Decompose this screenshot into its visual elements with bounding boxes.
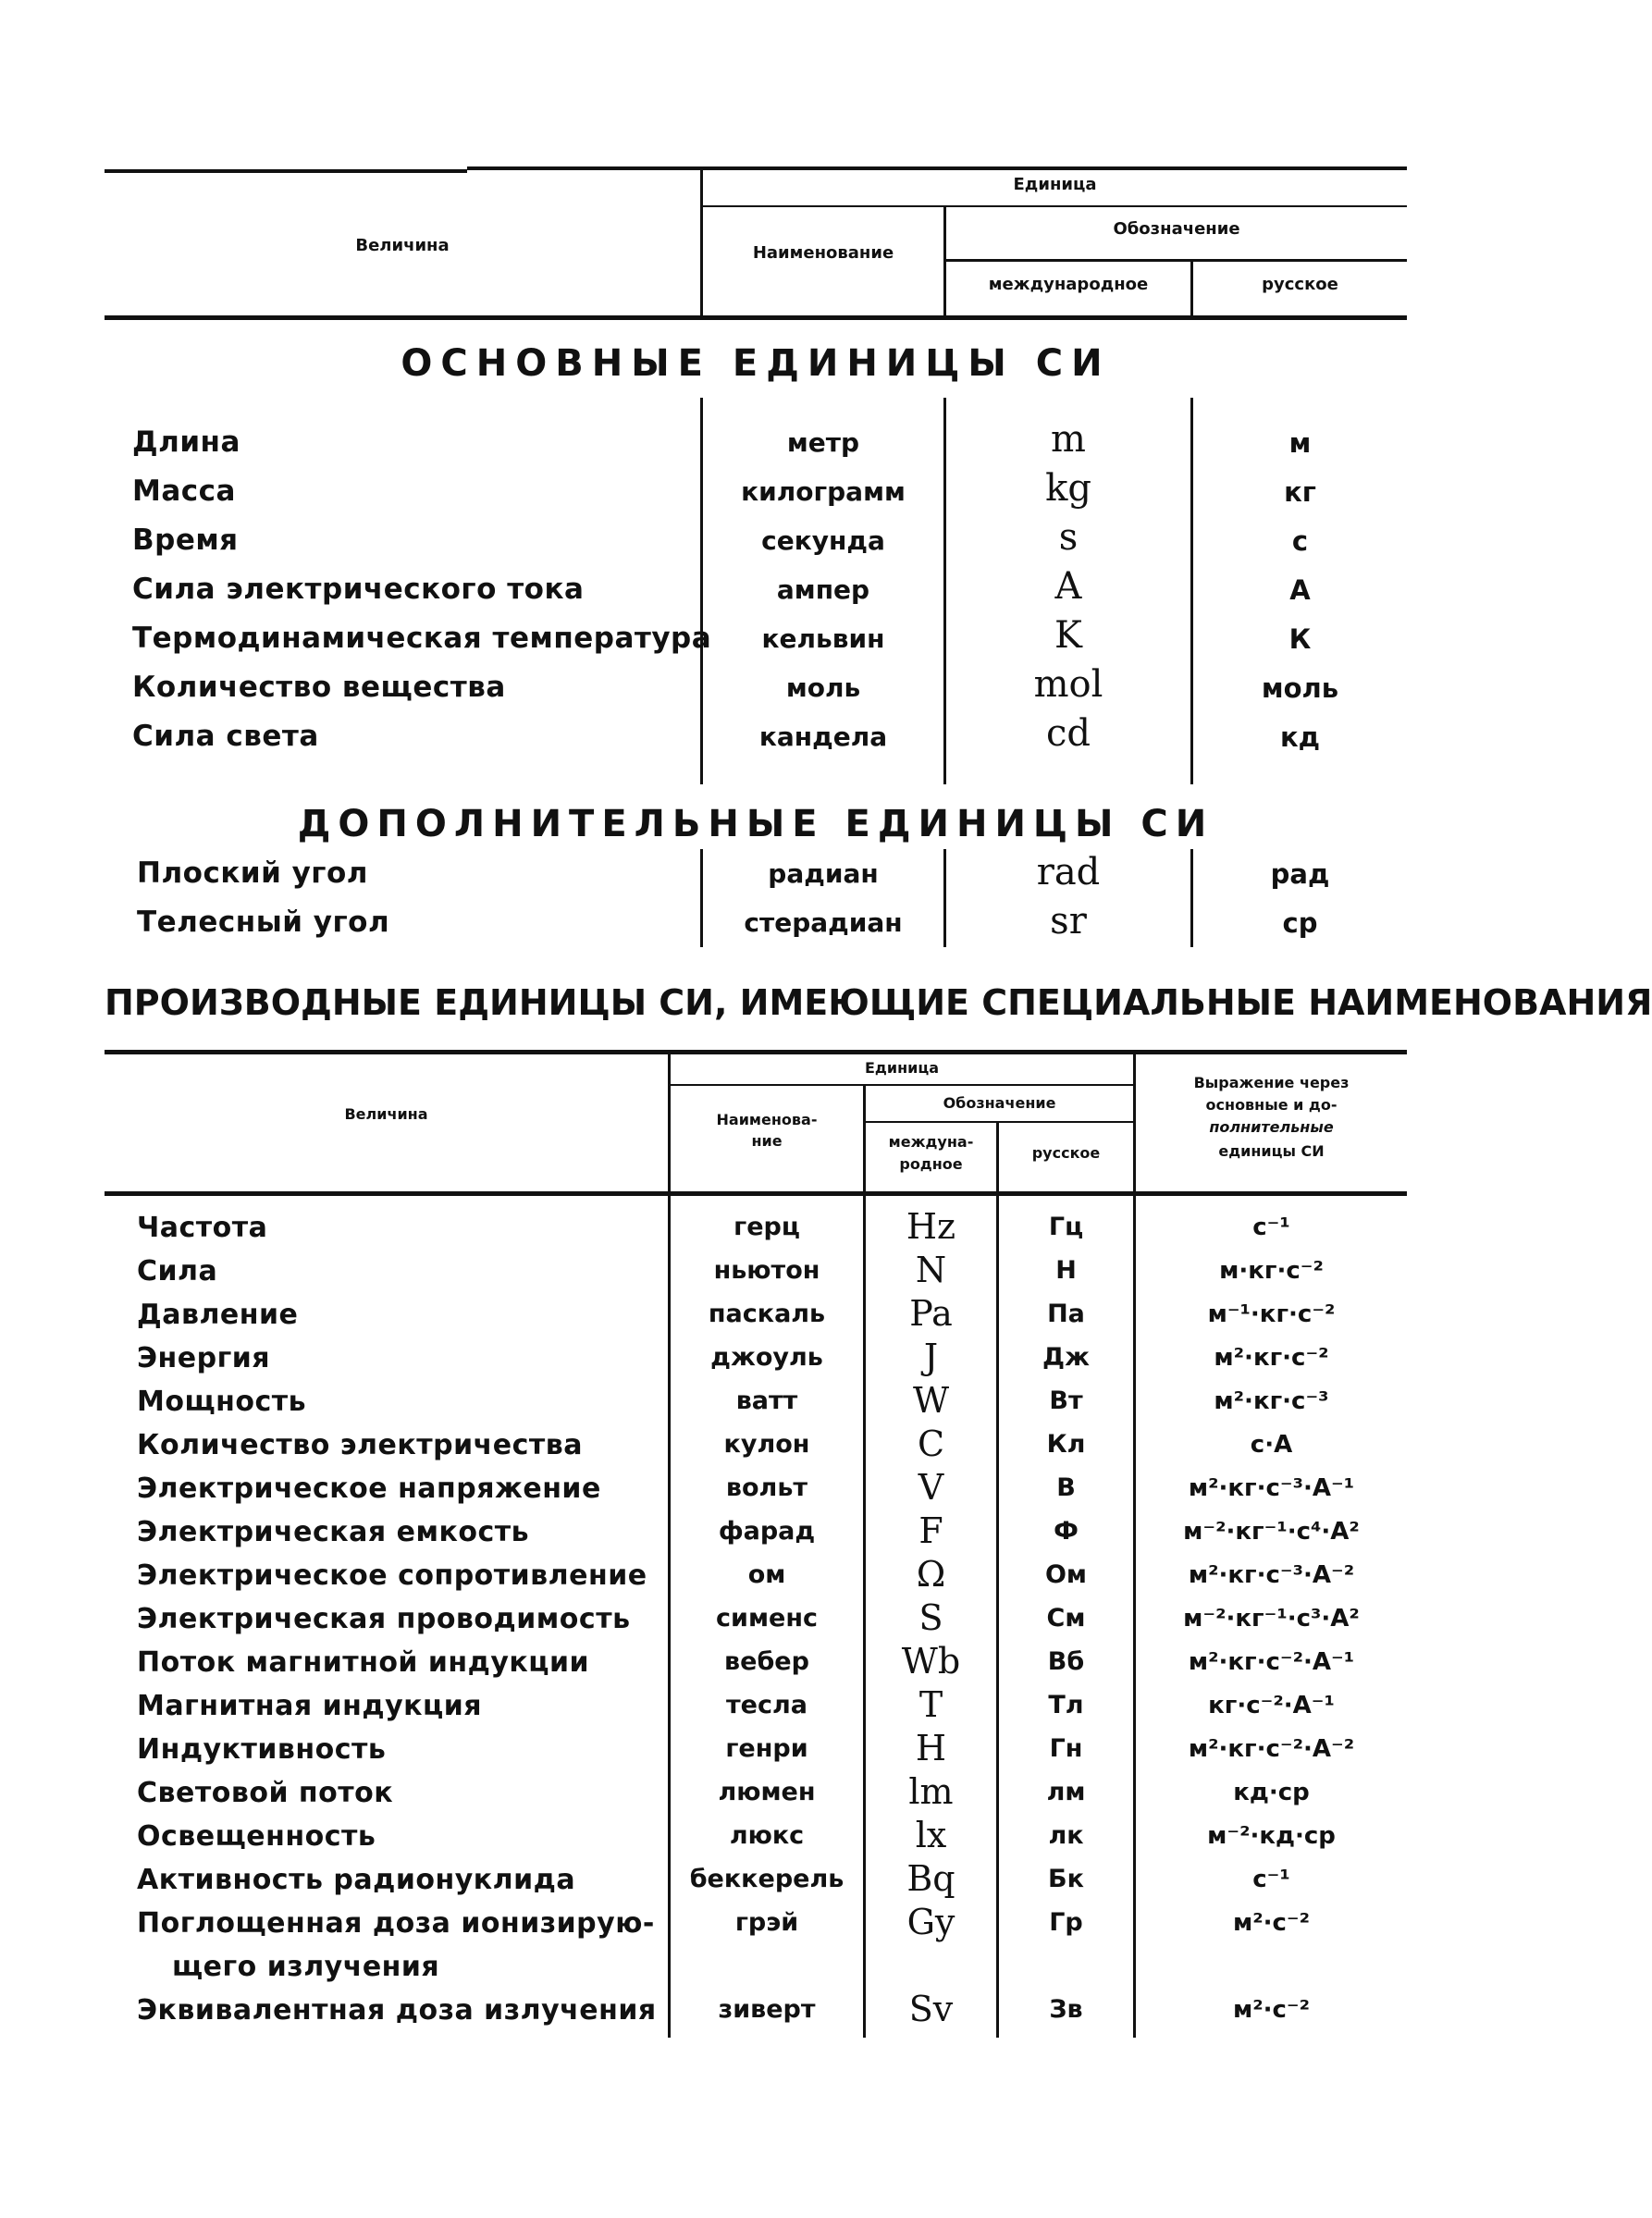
header1-unit: Единица xyxy=(1013,175,1097,194)
russian-symbol: Бк xyxy=(1048,1865,1084,1893)
international-symbol: Ω xyxy=(916,1554,946,1595)
international-symbol: Sv xyxy=(908,1989,954,2029)
international-symbol: V xyxy=(918,1467,944,1508)
russian-symbol: К xyxy=(1288,623,1312,655)
header2-expression-line3: полнительные xyxy=(1209,1118,1334,1136)
header2-unit: Единица xyxy=(865,1059,939,1077)
quantity-name: Количество вещества xyxy=(132,671,506,704)
unit-name: джоуль xyxy=(710,1343,823,1372)
russian-symbol: А xyxy=(1289,574,1311,606)
si-expression: м²·кг·с⁻³·А⁻² xyxy=(1188,1561,1355,1589)
header1-name: Наименование xyxy=(752,243,894,263)
quantity-name: Энергия xyxy=(137,1342,271,1374)
international-symbol: J xyxy=(923,1337,939,1377)
unit-name: тесла xyxy=(726,1691,808,1719)
header1-designation: Обозначение xyxy=(1113,219,1240,239)
international-symbol: Hz xyxy=(906,1206,956,1247)
unit-name: паскаль xyxy=(708,1300,826,1328)
international-symbol: m xyxy=(1051,418,1086,461)
russian-symbol: лм xyxy=(1046,1778,1086,1806)
international-symbol: K xyxy=(1054,614,1082,657)
unit-name: кельвин xyxy=(761,623,885,654)
si-expression: м⁻²·кд·ср xyxy=(1207,1822,1336,1850)
russian-symbol: кд xyxy=(1279,721,1321,753)
russian-symbol: Гц xyxy=(1048,1213,1084,1241)
unit-name: люмен xyxy=(718,1778,816,1806)
russian-symbol: Н xyxy=(1055,1256,1077,1285)
unit-name: зиверт xyxy=(718,1995,816,2024)
header2-designation: Обозначение xyxy=(943,1094,1056,1112)
quantity-name: Магнитная индукция xyxy=(137,1690,482,1722)
international-symbol: mol xyxy=(1033,663,1103,706)
si-expression: м²·кг·с⁻² xyxy=(1214,1344,1329,1372)
international-symbol: S xyxy=(918,1597,943,1638)
international-symbol: kg xyxy=(1045,467,1091,510)
quantity-name: Телесный угол xyxy=(137,906,390,939)
russian-symbol: Вб xyxy=(1047,1647,1085,1676)
table2-header-bottom-rule xyxy=(105,1191,1407,1196)
unit-name: кулон xyxy=(723,1430,810,1459)
international-symbol: Wb xyxy=(901,1641,961,1682)
international-symbol: rad xyxy=(1036,851,1101,893)
russian-symbol: Па xyxy=(1047,1300,1085,1328)
unit-name: вебер xyxy=(724,1647,809,1676)
header2-name-line2: ние xyxy=(751,1132,783,1150)
header1-international: международное xyxy=(988,275,1149,294)
si-expression: кд·ср xyxy=(1233,1779,1310,1806)
quantity-name: Электрическое напряжение xyxy=(137,1473,601,1505)
quantity-name: Частота xyxy=(137,1212,268,1244)
quantity-name: Электрическая проводимость xyxy=(137,1603,631,1635)
quantity-name: Сила xyxy=(137,1255,218,1288)
unit-name: грэй xyxy=(734,1908,799,1937)
si-expression: м²·с⁻² xyxy=(1232,1996,1311,2024)
si-expression: м²·кг·с⁻³ xyxy=(1214,1387,1329,1415)
table1-top-rule-right xyxy=(467,166,1407,170)
quantity-name: Освещенность xyxy=(137,1820,376,1853)
russian-symbol: м xyxy=(1288,427,1312,459)
russian-symbol: моль xyxy=(1261,672,1339,704)
russian-symbol: кг xyxy=(1284,476,1316,508)
section-title-derived: ПРОИЗВОДНЫЕ ЕДИНИЦЫ СИ, ИМЕЮЩИЕ СПЕЦИАЛЬНЫЕ НАИМЕНОВАНИЯ xyxy=(105,982,1652,1023)
table1-top-rule-left xyxy=(105,169,467,173)
quantity-name: Сила света xyxy=(132,720,319,753)
russian-symbol: ср xyxy=(1282,907,1318,939)
international-symbol: C xyxy=(917,1423,945,1464)
unit-name: кандела xyxy=(758,721,888,752)
international-symbol: W xyxy=(912,1380,950,1421)
russian-symbol: Дж xyxy=(1042,1343,1090,1372)
international-symbol: Pa xyxy=(909,1293,953,1334)
header2-intl-line1: междуна- xyxy=(888,1133,974,1151)
russian-symbol: См xyxy=(1046,1604,1086,1633)
russian-symbol: с xyxy=(1291,525,1309,557)
quantity-name: Давление xyxy=(137,1299,299,1331)
header1-unit-rule xyxy=(703,205,1407,207)
russian-symbol: Гр xyxy=(1049,1908,1083,1937)
quantity-name: Поток магнитной индукции xyxy=(137,1646,590,1679)
russian-symbol: Ф xyxy=(1054,1517,1079,1546)
unit-name: сименс xyxy=(716,1604,818,1633)
table2-top-rule xyxy=(105,1050,1407,1054)
quantity-name: Активность радионуклида xyxy=(137,1864,576,1896)
quantity-name: Световой поток xyxy=(137,1777,394,1809)
header2-name-line1: Наименова- xyxy=(716,1111,818,1128)
quantity-name: Электрическое сопротивление xyxy=(137,1559,647,1592)
unit-name: моль xyxy=(785,672,861,703)
unit-name: ом xyxy=(747,1560,786,1589)
unit-name: герц xyxy=(734,1213,800,1241)
header2-expression-line4: единицы СИ xyxy=(1218,1142,1325,1160)
header2-expression-line2: основные и до- xyxy=(1205,1096,1338,1114)
si-expression: м⁻²·кг⁻¹·с⁴·А² xyxy=(1183,1518,1360,1546)
unit-name: радиан xyxy=(768,858,879,889)
russian-symbol: Гн xyxy=(1049,1734,1083,1763)
si-expression: м²·кг·с⁻³·А⁻¹ xyxy=(1188,1474,1355,1502)
international-symbol: lx xyxy=(915,1815,947,1855)
unit-name: фарад xyxy=(718,1517,816,1546)
header2-intl-line2: родное xyxy=(899,1155,963,1173)
quantity-name: Индуктивность xyxy=(137,1733,387,1766)
header2-unit-rule xyxy=(671,1084,1133,1086)
international-symbol: Gy xyxy=(906,1902,955,1942)
unit-name: килограмм xyxy=(741,476,906,507)
header2-expression-line1: Выражение через xyxy=(1193,1074,1350,1091)
unit-name: ньютон xyxy=(713,1256,820,1285)
unit-name: секунда xyxy=(761,525,885,556)
unit-name: беккерель xyxy=(689,1865,844,1893)
quantity-name: Время xyxy=(132,524,239,557)
quantity-name: Количество электричества xyxy=(137,1429,583,1461)
international-symbol: N xyxy=(915,1250,947,1290)
quantity-name: Электрическая емкость xyxy=(137,1516,530,1548)
si-expression: с⁻¹ xyxy=(1252,1214,1290,1241)
si-expression: м⁻²·кг⁻¹·с³·А² xyxy=(1183,1605,1360,1633)
international-symbol: F xyxy=(918,1510,943,1551)
russian-symbol: Тл xyxy=(1048,1691,1084,1719)
international-symbol: Bq xyxy=(906,1858,955,1899)
russian-symbol: Зв xyxy=(1049,1995,1083,2024)
si-expression: м²·с⁻² xyxy=(1232,1909,1311,1937)
unit-name: люкс xyxy=(729,1821,805,1850)
quantity-name: Мощность xyxy=(137,1386,307,1418)
unit-name: метр xyxy=(786,427,860,458)
header2-quantity: Величина xyxy=(344,1105,428,1123)
russian-symbol: Ом xyxy=(1044,1560,1088,1589)
unit-name: ампер xyxy=(776,574,870,605)
international-symbol: H xyxy=(915,1728,947,1768)
quantity-name: Плоский угол xyxy=(137,856,369,890)
quantity-name-continued: щего излучения xyxy=(172,1951,440,1983)
international-symbol: lm xyxy=(908,1771,954,1812)
international-symbol: A xyxy=(1054,565,1082,608)
international-symbol: s xyxy=(1058,516,1079,559)
header2-russian: русское xyxy=(1031,1144,1101,1162)
unit-name: вольт xyxy=(725,1473,808,1502)
russian-symbol: лк xyxy=(1048,1821,1084,1850)
quantity-name: Длина xyxy=(132,425,240,459)
russian-symbol: Кл xyxy=(1046,1430,1086,1459)
russian-symbol: рад xyxy=(1270,858,1330,890)
quantity-name: Эквивалентная доза излучения xyxy=(137,1994,657,2027)
unit-name: генри xyxy=(725,1734,808,1763)
si-expression: м²·кг·с⁻²·А⁻² xyxy=(1188,1735,1355,1763)
header1-quantity: Величина xyxy=(355,236,450,255)
si-expression: с⁻¹ xyxy=(1252,1866,1290,1893)
header1-designation-rule xyxy=(943,259,1407,262)
section-title-supplementary: ДОПОЛНИТЕЛЬНЫЕ ЕДИНИЦЫ СИ xyxy=(297,803,1214,845)
quantity-name: Сила электрического тока xyxy=(132,573,585,606)
si-expression: м²·кг·с⁻²·А⁻¹ xyxy=(1188,1648,1355,1676)
international-symbol: T xyxy=(918,1684,943,1725)
unit-name: стерадиан xyxy=(744,907,903,938)
quantity-name: Поглощенная доза ионизирую- xyxy=(137,1907,655,1940)
si-expression: с·А xyxy=(1250,1431,1293,1459)
international-symbol: sr xyxy=(1050,900,1087,943)
si-expression: м⁻¹·кг·с⁻² xyxy=(1207,1300,1336,1328)
si-expression: кг·с⁻²·А⁻¹ xyxy=(1208,1692,1335,1719)
header2-designation-rule xyxy=(865,1121,1133,1123)
section-title-base: ОСНОВНЫЕ ЕДИНИЦЫ СИ xyxy=(401,342,1111,385)
header1-russian: русское xyxy=(1262,275,1338,294)
quantity-name: Термодинамическая температура xyxy=(132,622,712,655)
si-expression: м·кг·с⁻² xyxy=(1219,1257,1324,1285)
russian-symbol: Вт xyxy=(1049,1386,1083,1415)
unit-name: ватт xyxy=(735,1386,798,1415)
table1-header-bottom-rule xyxy=(105,315,1407,320)
quantity-name: Масса xyxy=(132,474,236,508)
russian-symbol: В xyxy=(1056,1473,1076,1502)
international-symbol: cd xyxy=(1045,712,1091,755)
